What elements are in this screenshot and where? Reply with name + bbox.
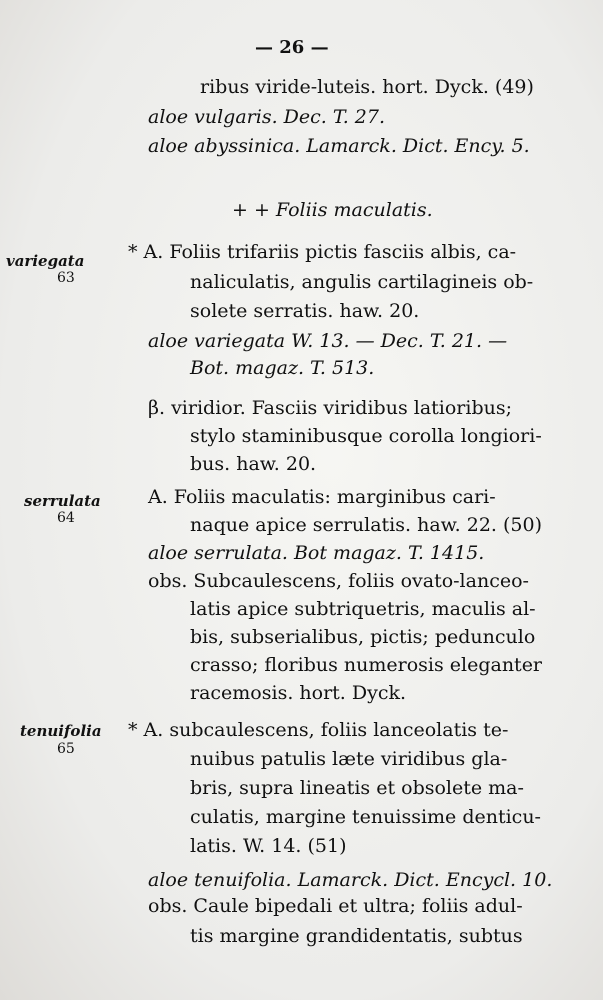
text-line: obs. Subcaulescens, foliis ovato-lanceo- [148,570,529,592]
text-line: solete serratis. haw. 20. [190,300,420,322]
text-line: Bot. magaz. T. 513. [190,357,375,379]
text-line: nuibus patulis læte viridibus gla- [190,748,508,770]
margin-number: 65 [57,741,75,757]
margin-label-tenuifolia: tenuifolia [20,722,102,740]
margin-label-variegata: variegata [6,252,85,270]
text-line: aloe abyssinica. Lamarck. Dict. Ency. 5. [148,135,530,157]
text-line: obs. Caule bipedali et ultra; foliis adul- [148,895,523,917]
text-line: latis. W. 14. (51) [190,835,347,857]
margin-number: 63 [57,270,75,286]
text-line: tis margine grandidentatis, subtus [190,925,523,947]
text-line: stylo staminibusque corolla longiori- [190,425,542,447]
text-line: latis apice subtriquetris, maculis al- [190,598,536,620]
text-line: naliculatis, angulis cartilagineis ob- [190,271,534,293]
text-line: bris, supra lineatis et obsolete ma- [190,777,524,799]
section-heading: + + Foliis maculatis. [232,199,433,221]
text-line: ribus viride-luteis. hort. Dyck. (49) [200,76,534,98]
text-line: aloe tenuifolia. Lamarck. Dict. Encycl. 10. [148,869,553,891]
margin-number: 64 [57,510,75,526]
margin-label-serrulata: serrulata [24,492,101,510]
text-line: bis, subserialibus, pictis; pedunculo [190,626,536,648]
text-line: culatis, margine tenuissime denticu- [190,806,541,828]
text-line: crasso; floribus numerosis eleganter [190,654,543,676]
text-line: bus. haw. 20. [190,453,317,475]
page-number: — 26 — [255,37,329,58]
text-line: aloe vulgaris. Dec. T. 27. [148,106,386,128]
text-line: A. Foliis maculatis: marginibus cari- [148,486,496,508]
text-line: racemosis. hort. Dyck. [190,682,407,704]
text-line: * A. subcaulescens, foliis lanceolatis te- [128,719,509,741]
text-line: aloe serrulata. Bot magaz. T. 1415. [148,542,485,564]
text-line: * A. Foliis trifariis pictis fasciis albis, ca- [128,241,517,263]
text-line: β. viridior. Fasciis viridibus latioribus; [148,397,513,419]
text-line: naque apice serrulatis. haw. 22. (50) [190,514,542,536]
text-line: aloe variegata W. 13. — Dec. T. 21. — [148,330,508,352]
